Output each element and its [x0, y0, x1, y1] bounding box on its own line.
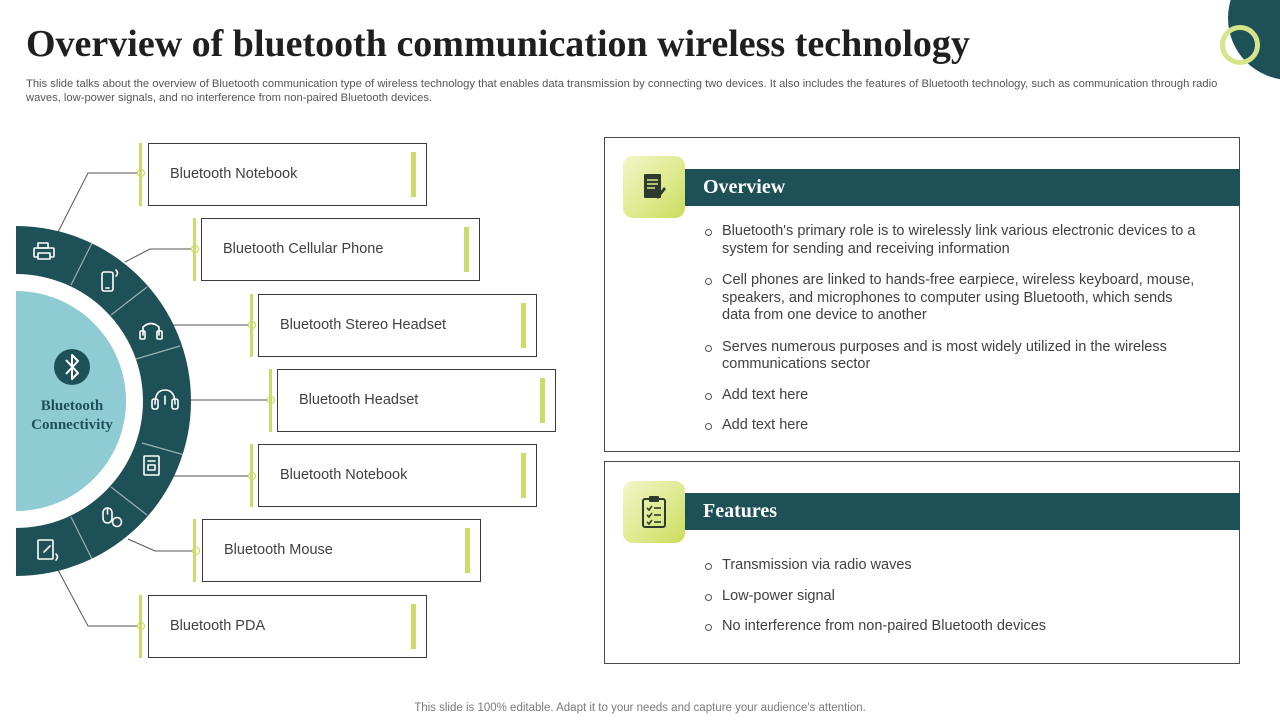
device-label: Bluetooth Notebook — [280, 467, 408, 483]
overview-panel — [604, 137, 1240, 452]
device-label: Bluetooth Mouse — [224, 542, 333, 558]
corner-teal-circle — [1228, 0, 1280, 80]
footer-note: This slide is 100% editable. Adapt it to your needs and capture your audience's attention. — [414, 702, 866, 714]
list-item: Cell phones are linked to hands-free earpiece, wireless keyboard, mouse, speakers, and microphones to computer using Bluetooth, which sends data from one device to another — [703, 272, 1203, 325]
center-label-line2: Connectivity — [31, 417, 113, 433]
device-label: Bluetooth PDA — [170, 618, 266, 634]
clipboard-checklist-icon — [623, 481, 685, 543]
list-item: Bluetooth's primary role is to wirelessly link various electronic devices to a system for sending and receiving information — [703, 223, 1203, 258]
document-pen-icon — [623, 156, 685, 218]
device-label: Bluetooth Headset — [299, 392, 419, 408]
overview-bullet-list — [703, 223, 1203, 435]
bluetooth-icon — [54, 349, 90, 385]
device-label: Bluetooth Stereo Headset — [280, 317, 447, 333]
device-label: Bluetooth Notebook — [170, 166, 298, 182]
list-item: No interference from non-paired Bluetooth devices — [703, 618, 1203, 636]
device-label: Bluetooth Cellular Phone — [223, 241, 384, 257]
page-subtitle: This slide talks about the overview of Bluetooth communication type of wireless technology that enables data transmission by connecting two devices. It also includes the features of Bluetooth technology, such as communication through radio waves, low-power signals, and no interference from non-paired Bluetooth devices. — [26, 78, 1218, 104]
list-item: Add text here — [703, 417, 1203, 435]
list-item: Add text here — [703, 387, 1203, 405]
list-item: Transmission via radio waves — [703, 557, 1203, 575]
overview-title: Overview — [703, 176, 786, 198]
features-title: Features — [703, 500, 778, 522]
list-item: Low-power signal — [703, 588, 1203, 606]
features-bullet-list — [703, 557, 1203, 636]
features-panel — [604, 461, 1240, 664]
list-item: Serves numerous purposes and is most widely utilized in the wireless communications sector — [703, 339, 1203, 374]
corner-lime-ring — [1223, 28, 1258, 63]
center-label-line1: Bluetooth — [40, 398, 104, 414]
page-title: Overview of bluetooth communication wireless technology — [26, 23, 970, 65]
